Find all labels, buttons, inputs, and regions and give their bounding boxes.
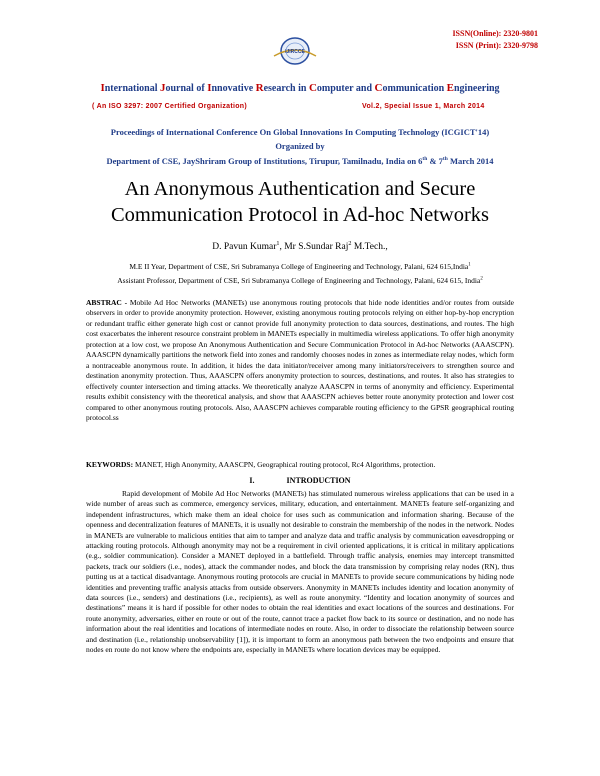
journal-logo (270, 36, 320, 66)
proceedings-line: Proceedings of International Conference On Global Innovations In Computing Technology (ICGICT'14) (110, 127, 490, 137)
svg-text:IJIRCCE: IJIRCCE (285, 49, 305, 55)
issn-print: ISSN (Print): 2320-9798 (455, 41, 538, 50)
issn-online: ISSN(Online): 2320-9801 (452, 29, 538, 38)
affiliation-1: M.E II Year, Department of CSE, Sri Subramanya College of Engineering and Technology, Palani, 624 615,India$^1$ (129, 262, 471, 271)
iso-certification: ( An ISO 3297: 2007 Certified Organization) (92, 103, 248, 110)
journal-name: International Journal of Innovative Research in Computer and Communication Engineering (100, 82, 500, 94)
organized-by: Organized by (275, 141, 325, 151)
author-line: D. Pavun Kumar$^1$, Mr S.Sundar Raj$^2$ M.Tech., (212, 240, 388, 252)
keywords: KEYWORDS: MANET, High Anonymity, AAASCPN, Geographical routing protocol, Rc4 Algorithms, protection. (86, 460, 436, 469)
introduction-paragraph: Rapid development of Mobile Ad Hoc Networks (MANETs) has stimulated numerous wireless applications that can be used in a wide number of areas such as commerce, emergency services, military, education, and entertainment. MANETs feature self-organizing and independent infrastructures, which make them an ideal choice for uses such as communication and information sharing. Because of the openness and decentralization features of MANETs, it is usually not desirable to constrain the membership of the nodes in the network. Nodes in MANETs are vulnerable to malicious entities that aim to tamper and analyze data and traffic analysis by communication eavesdropping or attacking routing protocols. Although anonymity may not be a requirement in civil oriented applications, it is critical in military applications (e.g., soldier communication). Consider a MANET deployed in a battlefield. Through traffic analysis, enemies may intercept transmitted packets, track our soldiers (i.e., nodes), attack the commander nodes, and block the data transmission by comprising relay nodes (RN), thus putting us at a tactical disadvantage. Anonymous routing protocols are crucial in MANETs to provide secure communications by hiding node identities and preventing traffic analysis attacks from outside observers. Anonymity in MANETs includes identity and location anonymity of data sources (i.e., senders) and destinations (i.e., recipients), as well as route anonymity. “Identity and location anonymity of sources and destinations” means it is hard if possible for other nodes to obtain the real identities and exact locations of the sources and destinations. For route anonymity, adversaries, either en route or out of the route, cannot trace a packet flow back to its source or destination, and no node has information about the real identities and locations of intermediate nodes en route. Also, in order to dissociate the relationship between source and destination (i.e., relationship unobservability [1]), it is important to form an anonymous path between the two endpoints and ensure that nodes en route do not know where the endpoints are, especially in MANETs where location devices may be equipped. (86, 489, 514, 655)
volume-info: Vol.2, Special Issue 1, March 2014 (362, 103, 485, 110)
abstract: ABSTRAC - Mobile Ad Hoc Networks (MANETs) use anonymous routing protocols that hide node identities and/or routes from outside observers in order to provide anonymity protection. However, existing anonymous routing protocols relying on either hop-by-hop encryption or redundant traffic either generate high cost or cannot provide full anonymity protection to data sources, destinations, and routes. The high cost exacerbates the inherent resource constraint problem in MANETs especially in multimedia wireless applications. To offer high anonymity protection at a low cost, we propose An Anonymous Authentication and Secure Communication Protocol in Ad-hoc Networks (AAASCPN). AAASCPN dynamically partitions the network field into zones and randomly chooses nodes in zones as intermediate relay nodes, which form a nontraceable anonymous route. In addition, it hides the data initiator/receiver among many initiators/receivers to strengthen source and destination anonymity protection. Thus, AAASCPN offers anonymity protection to sources, destinations, and routes. It also has strategies to effectively counter intersection and timing attacks. We theoretically analyze AAASCPN in terms of anonymity and efficiency. Experimental results exhibit consistency with the theoretical analysis, and show that AAASCPN achieves better route anonymity protection and lower cost compared to other anonymous routing protocols. Also, AAASCPN achieves comparable routing efficiency to the GPSR geographical routing protocol.ss (86, 298, 514, 422)
paper-title: An Anonymous Authentication and Secure Communication Protocol in Ad-hoc Networks (110, 178, 490, 226)
section-heading-introduction: I. INTRODUCTION (249, 476, 351, 485)
affiliation-2: Assistant Professor, Department of CSE, Sri Subramanya College of Engineering and Technology, Palani, 624 615, India$^2$ (117, 276, 483, 285)
organizer-line: Department of CSE, JayShriram Group of Institutions, Tirupur, Tamilnadu, India on 6th & 7th March 2014 (106, 156, 494, 166)
